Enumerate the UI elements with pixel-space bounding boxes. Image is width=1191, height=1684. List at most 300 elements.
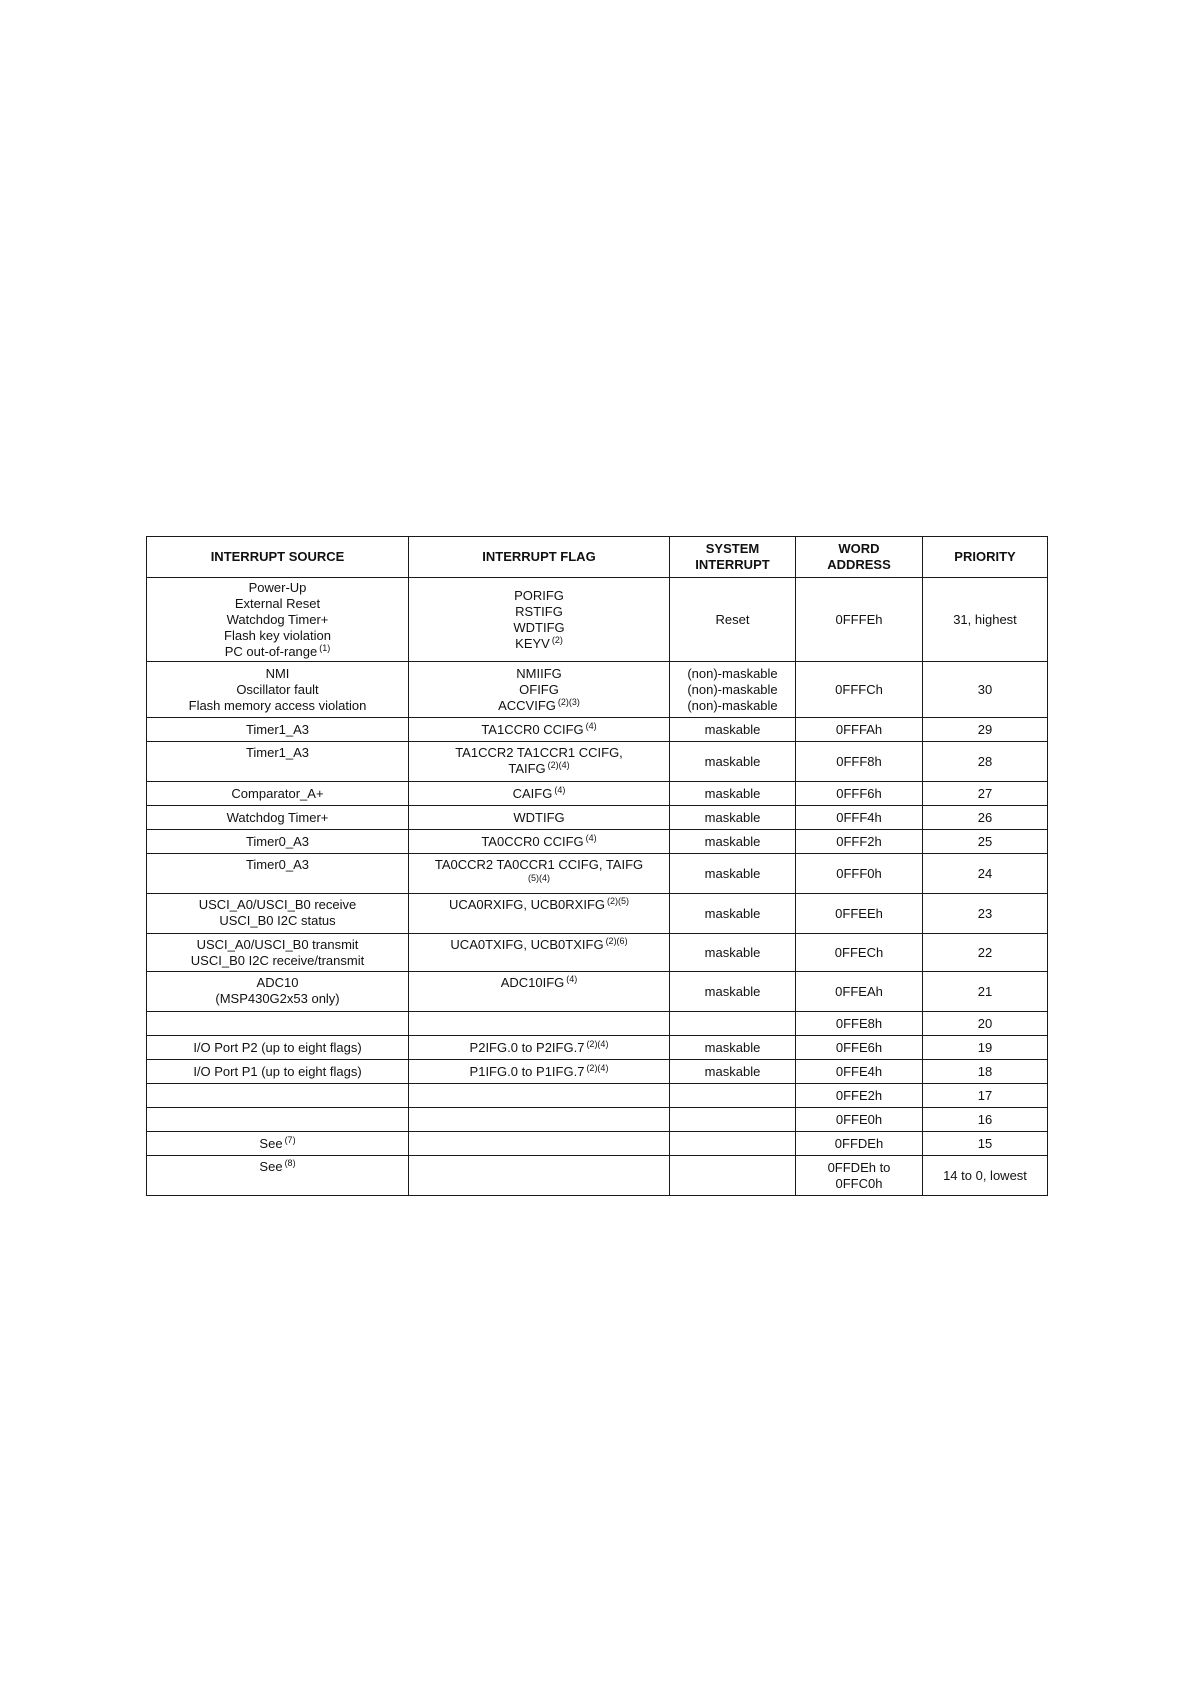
priority-cell <box>923 782 1048 806</box>
cell-text: maskable <box>704 721 761 737</box>
footnote-ref: (7) <box>284 1134 296 1145</box>
cell-line <box>927 1064 1043 1080</box>
interrupt-flag-cell <box>409 1060 670 1084</box>
word-address-cell <box>796 934 923 972</box>
priority-cell <box>923 1156 1048 1196</box>
word-address-cell <box>796 1084 923 1108</box>
priority-cell <box>923 1060 1048 1084</box>
cell-text: 0FFFAh <box>835 721 883 737</box>
cell-line <box>674 666 791 682</box>
footnote-ref: (4) <box>554 784 566 795</box>
priority-cell <box>923 934 1048 972</box>
cell-line <box>413 786 665 802</box>
cell-text: CAIFG <box>512 785 553 801</box>
cell-line <box>151 666 404 682</box>
cell-text: ADC10IFG <box>500 975 565 990</box>
cell-text: 26 <box>977 809 993 825</box>
cell-text: Oscillator fault <box>236 681 319 697</box>
table-row <box>147 830 1048 854</box>
cell-line <box>800 984 918 1000</box>
cell-line <box>800 1160 918 1176</box>
cell-line <box>413 722 665 738</box>
interrupt-flag-cell <box>409 1156 670 1196</box>
priority-cell <box>923 1132 1048 1156</box>
interrupt-flag-cell <box>409 742 670 782</box>
word-address-cell <box>796 806 923 830</box>
cell-text: 0FFE0h <box>835 1111 883 1127</box>
cell-line <box>151 975 404 991</box>
cell-text: USCI_B0 I2C status <box>219 913 336 928</box>
cell-text: 18 <box>977 1063 993 1079</box>
cell-text: P2IFG.0 to P2IFG.7 <box>469 1039 585 1055</box>
priority-cell <box>923 662 1048 718</box>
cell-text: Comparator_A+ <box>231 785 324 801</box>
cell-text: 17 <box>977 1087 993 1103</box>
cell-line <box>151 913 404 929</box>
header-system-interrupt: SYSTEM INTERRUPT <box>670 537 796 578</box>
cell-text: Watchdog Timer+ <box>226 809 329 825</box>
cell-line <box>927 1112 1043 1128</box>
cell-line <box>151 810 404 826</box>
cell-line <box>151 897 404 913</box>
cell-line <box>674 1040 791 1056</box>
cell-text: 0FFC0h <box>835 1175 883 1191</box>
cell-text: maskable <box>704 753 761 769</box>
cell-text: UCA0RXIFG, UCB0RXIFG <box>448 897 606 912</box>
cell-text: WDTIFG <box>513 809 565 825</box>
word-address-cell <box>796 1156 923 1196</box>
cell-line <box>674 754 791 770</box>
priority-cell <box>923 894 1048 934</box>
priority-cell <box>923 1036 1048 1060</box>
cell-text: 0FFEEh <box>835 905 883 921</box>
word-address-cell <box>796 1108 923 1132</box>
interrupt-source-cell <box>147 1156 409 1196</box>
cell-line <box>674 810 791 826</box>
cell-text: 21 <box>977 983 993 999</box>
cell-line <box>800 866 918 882</box>
cell-text: NMIIFG <box>516 665 562 681</box>
interrupt-source-cell <box>147 1108 409 1132</box>
cell-text: 20 <box>977 1015 993 1031</box>
table-row <box>147 1132 1048 1156</box>
cell-line <box>800 682 918 698</box>
word-address-cell <box>796 830 923 854</box>
table-row <box>147 934 1048 972</box>
word-address-cell <box>796 578 923 662</box>
table-row <box>147 894 1048 934</box>
cell-line <box>151 745 404 761</box>
table-row <box>147 1012 1048 1036</box>
cell-line <box>674 682 791 698</box>
cell-line <box>151 722 404 738</box>
cell-line <box>413 857 665 873</box>
cell-text: Timer1_A3 <box>245 721 310 737</box>
cell-text: (non)-maskable <box>687 665 778 681</box>
cell-text: (non)-maskable <box>687 681 778 697</box>
cell-line <box>413 620 665 636</box>
cell-text: maskable <box>704 983 761 999</box>
footnote-ref: (8) <box>284 1158 296 1168</box>
header-priority: PRIORITY <box>923 537 1048 578</box>
cell-text: 0FFF2h <box>836 833 882 849</box>
system-interrupt-cell <box>670 1132 796 1156</box>
cell-text: 14 to 0, lowest <box>943 1167 1027 1183</box>
system-interrupt-cell <box>670 578 796 662</box>
cell-line <box>413 666 665 682</box>
word-address-cell <box>796 894 923 934</box>
footnote-ref: (2)(4) <box>547 760 570 770</box>
cell-text: I/O Port P2 (up to eight flags) <box>193 1039 362 1055</box>
cell-text: maskable <box>704 905 761 921</box>
cell-line <box>800 1088 918 1104</box>
footnote-ref: (2)(5) <box>607 896 630 906</box>
cell-line <box>800 786 918 802</box>
cell-text: 0FFF6h <box>836 785 882 801</box>
cell-text: Power-Up <box>248 579 307 595</box>
cell-line <box>151 682 404 698</box>
cell-line <box>151 1159 404 1175</box>
cell-line <box>800 754 918 770</box>
interrupt-flag-cell <box>409 934 670 972</box>
word-address-cell <box>796 854 923 894</box>
cell-text: (MSP430G2x53 only) <box>215 991 340 1006</box>
cell-line <box>927 810 1043 826</box>
interrupt-source-cell <box>147 854 409 894</box>
system-interrupt-cell <box>670 854 796 894</box>
cell-text: NMI <box>265 665 290 681</box>
system-interrupt-cell <box>670 742 796 782</box>
system-interrupt-cell <box>670 894 796 934</box>
table-row <box>147 1108 1048 1132</box>
cell-line <box>674 1064 791 1080</box>
table-row <box>147 662 1048 718</box>
cell-text: PORIFG <box>514 587 564 603</box>
cell-line <box>413 604 665 620</box>
word-address-cell <box>796 742 923 782</box>
priority-cell <box>923 854 1048 894</box>
cell-text: (non)-maskable <box>687 697 778 713</box>
cell-text: TA0CCR2 TA0CCR1 CCIFG, TAIFG <box>434 857 644 872</box>
cell-text: Timer0_A3 <box>245 857 310 872</box>
table-row <box>147 1036 1048 1060</box>
cell-line <box>413 698 665 714</box>
cell-line <box>674 698 791 714</box>
footnote-ref: (4) <box>585 832 597 843</box>
cell-text: 0FFFCh <box>835 681 883 697</box>
header-interrupt-flag: INTERRUPT FLAG <box>409 537 670 578</box>
cell-text: USCI_B0 I2C receive/transmit <box>190 953 365 968</box>
footnote-ref: (2)(4) <box>586 1062 609 1073</box>
word-address-cell <box>796 972 923 1012</box>
cell-text: 0FFEAh <box>835 983 883 999</box>
cell-line <box>151 1040 404 1056</box>
cell-line <box>927 834 1043 850</box>
footnote-ref: (1) <box>319 642 331 653</box>
system-interrupt-cell <box>670 1036 796 1060</box>
priority-cell <box>923 578 1048 662</box>
table-row <box>147 854 1048 894</box>
cell-line <box>413 745 665 761</box>
cell-line <box>674 984 791 1000</box>
footnote-ref: (5)(4) <box>528 873 550 883</box>
interrupt-flag-cell <box>409 830 670 854</box>
cell-text: maskable <box>704 833 761 849</box>
system-interrupt-cell <box>670 1108 796 1132</box>
cell-text: 0FFE6h <box>835 1039 883 1055</box>
system-interrupt-cell <box>670 662 796 718</box>
interrupt-flag-cell <box>409 1012 670 1036</box>
cell-line <box>151 991 404 1007</box>
cell-line <box>151 698 404 714</box>
cell-line <box>927 722 1043 738</box>
footnote-ref: (2)(6) <box>605 936 628 946</box>
table-body <box>147 578 1048 1196</box>
cell-text: 15 <box>977 1135 993 1151</box>
system-interrupt-cell <box>670 1156 796 1196</box>
cell-line <box>674 906 791 922</box>
system-interrupt-cell <box>670 806 796 830</box>
cell-line <box>151 580 404 596</box>
cell-text: maskable <box>704 944 761 960</box>
cell-text: PC out-of-range <box>224 643 318 659</box>
cell-line <box>927 1168 1043 1184</box>
table-row <box>147 782 1048 806</box>
footnote-ref: (4) <box>585 720 597 731</box>
cell-line <box>151 857 404 873</box>
cell-line <box>927 1016 1043 1032</box>
cell-line <box>413 975 665 991</box>
cell-line <box>674 866 791 882</box>
interrupt-flag-cell <box>409 578 670 662</box>
table-row <box>147 972 1048 1012</box>
cell-text: 27 <box>977 785 993 801</box>
priority-cell <box>923 806 1048 830</box>
table-row <box>147 1156 1048 1196</box>
cell-line <box>413 810 665 826</box>
cell-text: maskable <box>704 809 761 825</box>
cell-text: maskable <box>704 865 761 881</box>
cell-text: 0FFF0h <box>836 865 882 881</box>
cell-text: KEYV <box>515 635 550 651</box>
cell-text: OFIFG <box>519 681 559 697</box>
cell-line <box>800 1136 918 1152</box>
cell-line <box>800 906 918 922</box>
word-address-cell <box>796 1060 923 1084</box>
cell-line <box>800 1112 918 1128</box>
cell-line <box>800 810 918 826</box>
cell-text: 0FFE2h <box>835 1087 883 1103</box>
cell-line <box>413 1064 665 1080</box>
cell-line <box>151 596 404 612</box>
cell-line <box>151 834 404 850</box>
cell-text: Timer0_A3 <box>245 833 310 849</box>
cell-text: Watchdog Timer+ <box>226 611 329 627</box>
interrupt-source-cell <box>147 1036 409 1060</box>
cell-text: TA1CCR0 CCIFG <box>481 721 584 737</box>
cell-line <box>413 937 665 953</box>
interrupt-source-cell <box>147 578 409 662</box>
cell-text: 31, highest <box>953 611 1017 627</box>
cell-text: 30 <box>977 681 993 697</box>
cell-line <box>927 906 1043 922</box>
cell-text: 0FFF4h <box>836 809 882 825</box>
priority-cell <box>923 1012 1048 1036</box>
cell-line <box>927 1040 1043 1056</box>
cell-text: USCI_A0/USCI_B0 receive <box>198 897 357 912</box>
word-address-cell <box>796 1132 923 1156</box>
cell-line <box>151 644 404 660</box>
table-row <box>147 1060 1048 1084</box>
cell-line <box>413 761 665 777</box>
cell-line <box>413 682 665 698</box>
cell-text: Reset <box>715 611 750 627</box>
priority-cell <box>923 1084 1048 1108</box>
interrupt-source-cell <box>147 782 409 806</box>
table-header <box>147 537 1048 578</box>
cell-line <box>800 1176 918 1192</box>
cell-line <box>927 682 1043 698</box>
cell-line <box>800 945 918 961</box>
cell-text: UCA0TXIFG, UCB0TXIFG <box>450 937 604 952</box>
cell-text: Flash key violation <box>224 627 331 643</box>
cell-line <box>800 834 918 850</box>
cell-line <box>413 1040 665 1056</box>
cell-line <box>151 1136 404 1152</box>
interrupt-source-cell <box>147 718 409 742</box>
cell-text: 22 <box>977 944 993 960</box>
cell-text: USCI_A0/USCI_B0 transmit <box>196 937 359 952</box>
interrupt-flag-cell <box>409 854 670 894</box>
interrupt-flag-cell <box>409 1036 670 1060</box>
footnote-ref: (2)(3) <box>557 696 580 707</box>
interrupt-flag-cell <box>409 782 670 806</box>
header-interrupt-source: INTERRUPT SOURCE <box>147 537 409 578</box>
cell-text: 24 <box>977 865 993 881</box>
word-address-cell <box>796 662 923 718</box>
footnote-ref: (4) <box>566 974 578 984</box>
cell-line <box>927 612 1043 628</box>
system-interrupt-cell <box>670 718 796 742</box>
interrupt-source-cell <box>147 662 409 718</box>
cell-text: maskable <box>704 1063 761 1079</box>
cell-line <box>674 834 791 850</box>
interrupt-source-cell <box>147 1132 409 1156</box>
system-interrupt-cell <box>670 782 796 806</box>
interrupt-flag-cell <box>409 662 670 718</box>
cell-line <box>151 786 404 802</box>
cell-text: 19 <box>977 1039 993 1055</box>
cell-text: maskable <box>704 1039 761 1055</box>
system-interrupt-cell <box>670 1084 796 1108</box>
cell-text: TA0CCR0 CCIFG <box>481 833 584 849</box>
cell-line <box>151 628 404 644</box>
system-interrupt-cell <box>670 1012 796 1036</box>
cell-text: Timer1_A3 <box>245 745 310 760</box>
table-row <box>147 1084 1048 1108</box>
cell-text: maskable <box>704 785 761 801</box>
cell-text: ADC10 <box>256 975 299 990</box>
cell-text: 0FFE4h <box>835 1063 883 1079</box>
cell-line <box>800 1040 918 1056</box>
cell-line <box>800 1016 918 1032</box>
footnote-ref: (2) <box>551 634 563 645</box>
cell-line <box>927 754 1043 770</box>
cell-line <box>927 1136 1043 1152</box>
cell-line <box>413 588 665 604</box>
table-row <box>147 806 1048 830</box>
cell-text: 0FFE8h <box>835 1015 883 1031</box>
interrupt-source-cell <box>147 1060 409 1084</box>
cell-text: RSTIFG <box>515 603 563 619</box>
cell-line <box>151 1064 404 1080</box>
cell-text: 0FFFEh <box>835 611 883 627</box>
cell-text: TA1CCR2 TA1CCR1 CCIFG, <box>455 745 623 760</box>
system-interrupt-cell <box>670 972 796 1012</box>
footnote-ref: (2)(4) <box>586 1038 609 1049</box>
interrupt-flag-cell <box>409 1108 670 1132</box>
cell-text: 16 <box>977 1111 993 1127</box>
cell-line <box>151 612 404 628</box>
cell-line <box>674 722 791 738</box>
interrupt-flag-cell <box>409 894 670 934</box>
word-address-cell <box>796 1012 923 1036</box>
interrupt-source-cell <box>147 934 409 972</box>
word-address-cell <box>796 782 923 806</box>
cell-text: P1IFG.0 to P1IFG.7 <box>469 1063 585 1079</box>
cell-line <box>800 722 918 738</box>
cell-line <box>151 937 404 953</box>
interrupt-flag-cell <box>409 972 670 1012</box>
cell-line <box>413 897 665 913</box>
interrupt-vector-table <box>146 536 1048 1196</box>
cell-text: 29 <box>977 721 993 737</box>
table-row <box>147 742 1048 782</box>
cell-line <box>413 834 665 850</box>
priority-cell <box>923 972 1048 1012</box>
cell-text: 0FFECh <box>834 944 884 960</box>
header-row <box>147 537 1048 578</box>
cell-text: 0FFDEh to <box>827 1159 891 1175</box>
cell-text: ACCVIFG <box>498 697 556 713</box>
priority-cell <box>923 742 1048 782</box>
interrupt-source-cell <box>147 1012 409 1036</box>
cell-line <box>674 612 791 628</box>
interrupt-flag-cell <box>409 718 670 742</box>
cell-text: TAIFG <box>508 761 546 776</box>
word-address-cell <box>796 718 923 742</box>
priority-cell <box>923 718 1048 742</box>
cell-line <box>927 945 1043 961</box>
cell-text: 28 <box>977 753 993 769</box>
cell-text: See <box>259 1135 283 1151</box>
cell-text: WDTIFG <box>513 619 565 635</box>
cell-text: External Reset <box>234 595 321 611</box>
table-row <box>147 578 1048 662</box>
interrupt-flag-cell <box>409 1132 670 1156</box>
cell-text: 23 <box>977 905 993 921</box>
interrupt-source-cell <box>147 806 409 830</box>
interrupt-source-cell <box>147 1084 409 1108</box>
header-word-address: WORD ADDRESS <box>796 537 923 578</box>
cell-line <box>927 866 1043 882</box>
cell-line <box>927 786 1043 802</box>
interrupt-source-cell <box>147 830 409 854</box>
system-interrupt-cell <box>670 934 796 972</box>
cell-line <box>927 984 1043 1000</box>
priority-cell <box>923 830 1048 854</box>
cell-line <box>800 612 918 628</box>
